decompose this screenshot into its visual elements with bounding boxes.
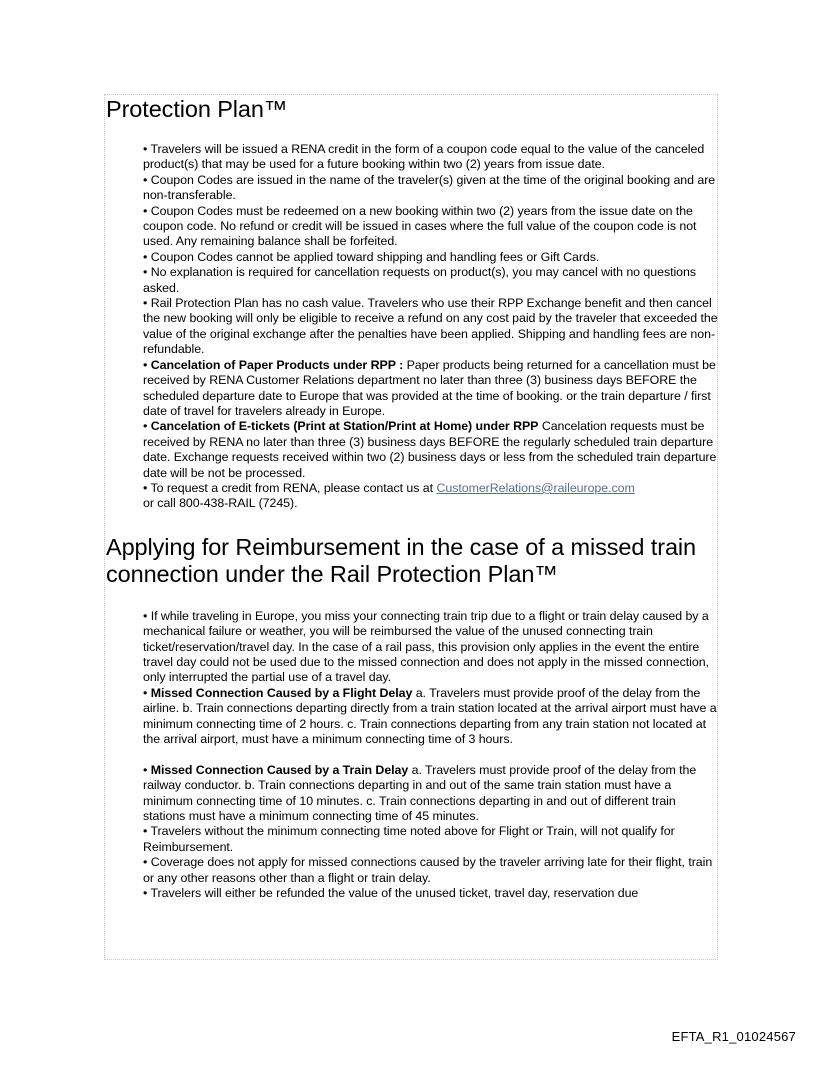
list-item: • Coverage does not apply for missed connections caused by the traveler arriving late for their flight, train or any other reasons other than a flight or train delay. bbox=[143, 855, 713, 885]
bullet: • bbox=[143, 265, 148, 280]
list-item: • If while traveling in Europe, you miss your connecting train trip due to a flight or train delay caused by a mechanical failure or weather, you will be reimbursed the value of the unused connecting train ticket/reservation/travel day. In the case of a rail pass, this provision only applies in the event the entire travel day could not be used due to the missed connection and does not apply in the missed connection, only interrupted the partial use of a travel day. bbox=[143, 608, 709, 685]
list-item: • To request a credit from RENA, please contact us at CustomerRelations@raileurope.com or call 800-438-RAIL (7245). bbox=[143, 480, 635, 511]
document-id-footer: EFTA_R1_01024567 bbox=[671, 1029, 796, 1044]
bullet: • bbox=[143, 142, 148, 156]
bullet: • bbox=[143, 296, 148, 311]
paper-products-heading: Cancelation of Paper Products under RPP : bbox=[150, 357, 404, 372]
bullet: • bbox=[143, 886, 148, 901]
bullet: • bbox=[143, 824, 148, 839]
bullet: • bbox=[143, 419, 148, 434]
list-item: • Travelers will either be refunded the value of the unused ticket, travel day, reservation due bbox=[143, 886, 639, 901]
document-body bbox=[106, 96, 718, 901]
bullet: • bbox=[143, 480, 148, 495]
bullet: • bbox=[143, 172, 148, 187]
list-item: • Coupon Codes must be redeemed on a new booking within two (2) years from the issue date on the coupon code. No refund or credit will be issued in cases where the full value of the coupon code is not used. Any remaining balance shall be forfeited. bbox=[143, 203, 697, 249]
list-item: • Missed Connection Caused by a Flight Delay a. Travelers must provide proof of the delay from the airline. b. Train connections departing directly from a train station located at the arrival airport must have a minimum connecting time of 2 hours. c. Train connections departing from any train station not located at the arrival airport, must have a minimum connecting time of 3 hours. bbox=[143, 685, 717, 746]
list-item: • Rail Protection Plan has no cash value. Travelers who use their RPP Exchange benefit and then cancel the new booking will only be eligible to receive a refund on any cost paid by the traveler that exceeded the value of the original exchange after the penalties have been applied. Shipping and handling fees are non-refundable. bbox=[143, 296, 718, 357]
list-item: • Cancelation of Paper Products under RPP : Paper products being returned for a cancellation must be received by RENA Customer Relations department no later than three (3) business days BEFORE the scheduled departure date to Europe that was provided at the time of booking. or the train departure / first date of travel for travelers already in Europe. bbox=[143, 357, 716, 418]
bullet: • bbox=[143, 608, 148, 623]
protection-plan-terms bbox=[143, 142, 718, 512]
section-title-reimbursement: Applying for Reimbursement in the case of a missed train connection under the Rail Protection Plan™ bbox=[106, 533, 697, 587]
reimbursement-terms bbox=[143, 609, 718, 902]
list-item: • Travelers without the minimum connecting time noted above for Flight or Train, will not qualify for Reimbursement. bbox=[143, 824, 675, 854]
train-delay-heading: Missed Connection Caused by a Train Delay bbox=[150, 762, 409, 777]
flight-delay-heading: Missed Connection Caused by a Flight Delay bbox=[150, 685, 413, 700]
bullet: • bbox=[143, 249, 148, 264]
bullet: • bbox=[143, 855, 148, 870]
customer-relations-email-link[interactable]: CustomerRelations@raileurope.com bbox=[436, 480, 635, 495]
bullet: • bbox=[143, 357, 148, 372]
bullet: • bbox=[143, 203, 148, 218]
list-item: • Coupon Codes cannot be applied toward shipping and handling fees or Gift Cards. bbox=[143, 249, 600, 264]
list-item: • Cancelation of E-tickets (Print at Station/Print at Home) under RPP Cancelation requests must be received by RENA no later than three (3) business days BEFORE the regularly scheduled train departure date. Exchange requests received within two (2) business days or less from the scheduled train departure date will be not be processed. bbox=[143, 419, 717, 480]
list-item: • Missed Connection Caused by a Train Delay a. Travelers must provide proof of the delay from the railway conductor. b. Train connections departing in and out of the same train station must have a minimum connecting time of 10 minutes. c. Train connections departing in and out of different train stations must have a minimum connecting time of 45 minutes. bbox=[143, 762, 697, 824]
section-title-protection-plan: Protection Plan™ bbox=[106, 96, 288, 122]
bullet: • bbox=[143, 762, 148, 777]
list-item: • No explanation is required for cancellation requests on product(s), you may cancel with no questions asked. bbox=[143, 265, 697, 295]
list-item: • Travelers will be issued a RENA credit in the form of a coupon code equal to the value of the canceled product(s) that may be used for a future booking within two (2) years from issue date. bbox=[143, 142, 705, 172]
list-item: • Coupon Codes are issued in the name of the traveler(s) given at the time of the original booking and are non-transferable. bbox=[143, 172, 716, 203]
bullet: • bbox=[143, 685, 148, 700]
etickets-heading: Cancelation of E-tickets (Print at Station/Print at Home) under RPP bbox=[150, 419, 539, 434]
